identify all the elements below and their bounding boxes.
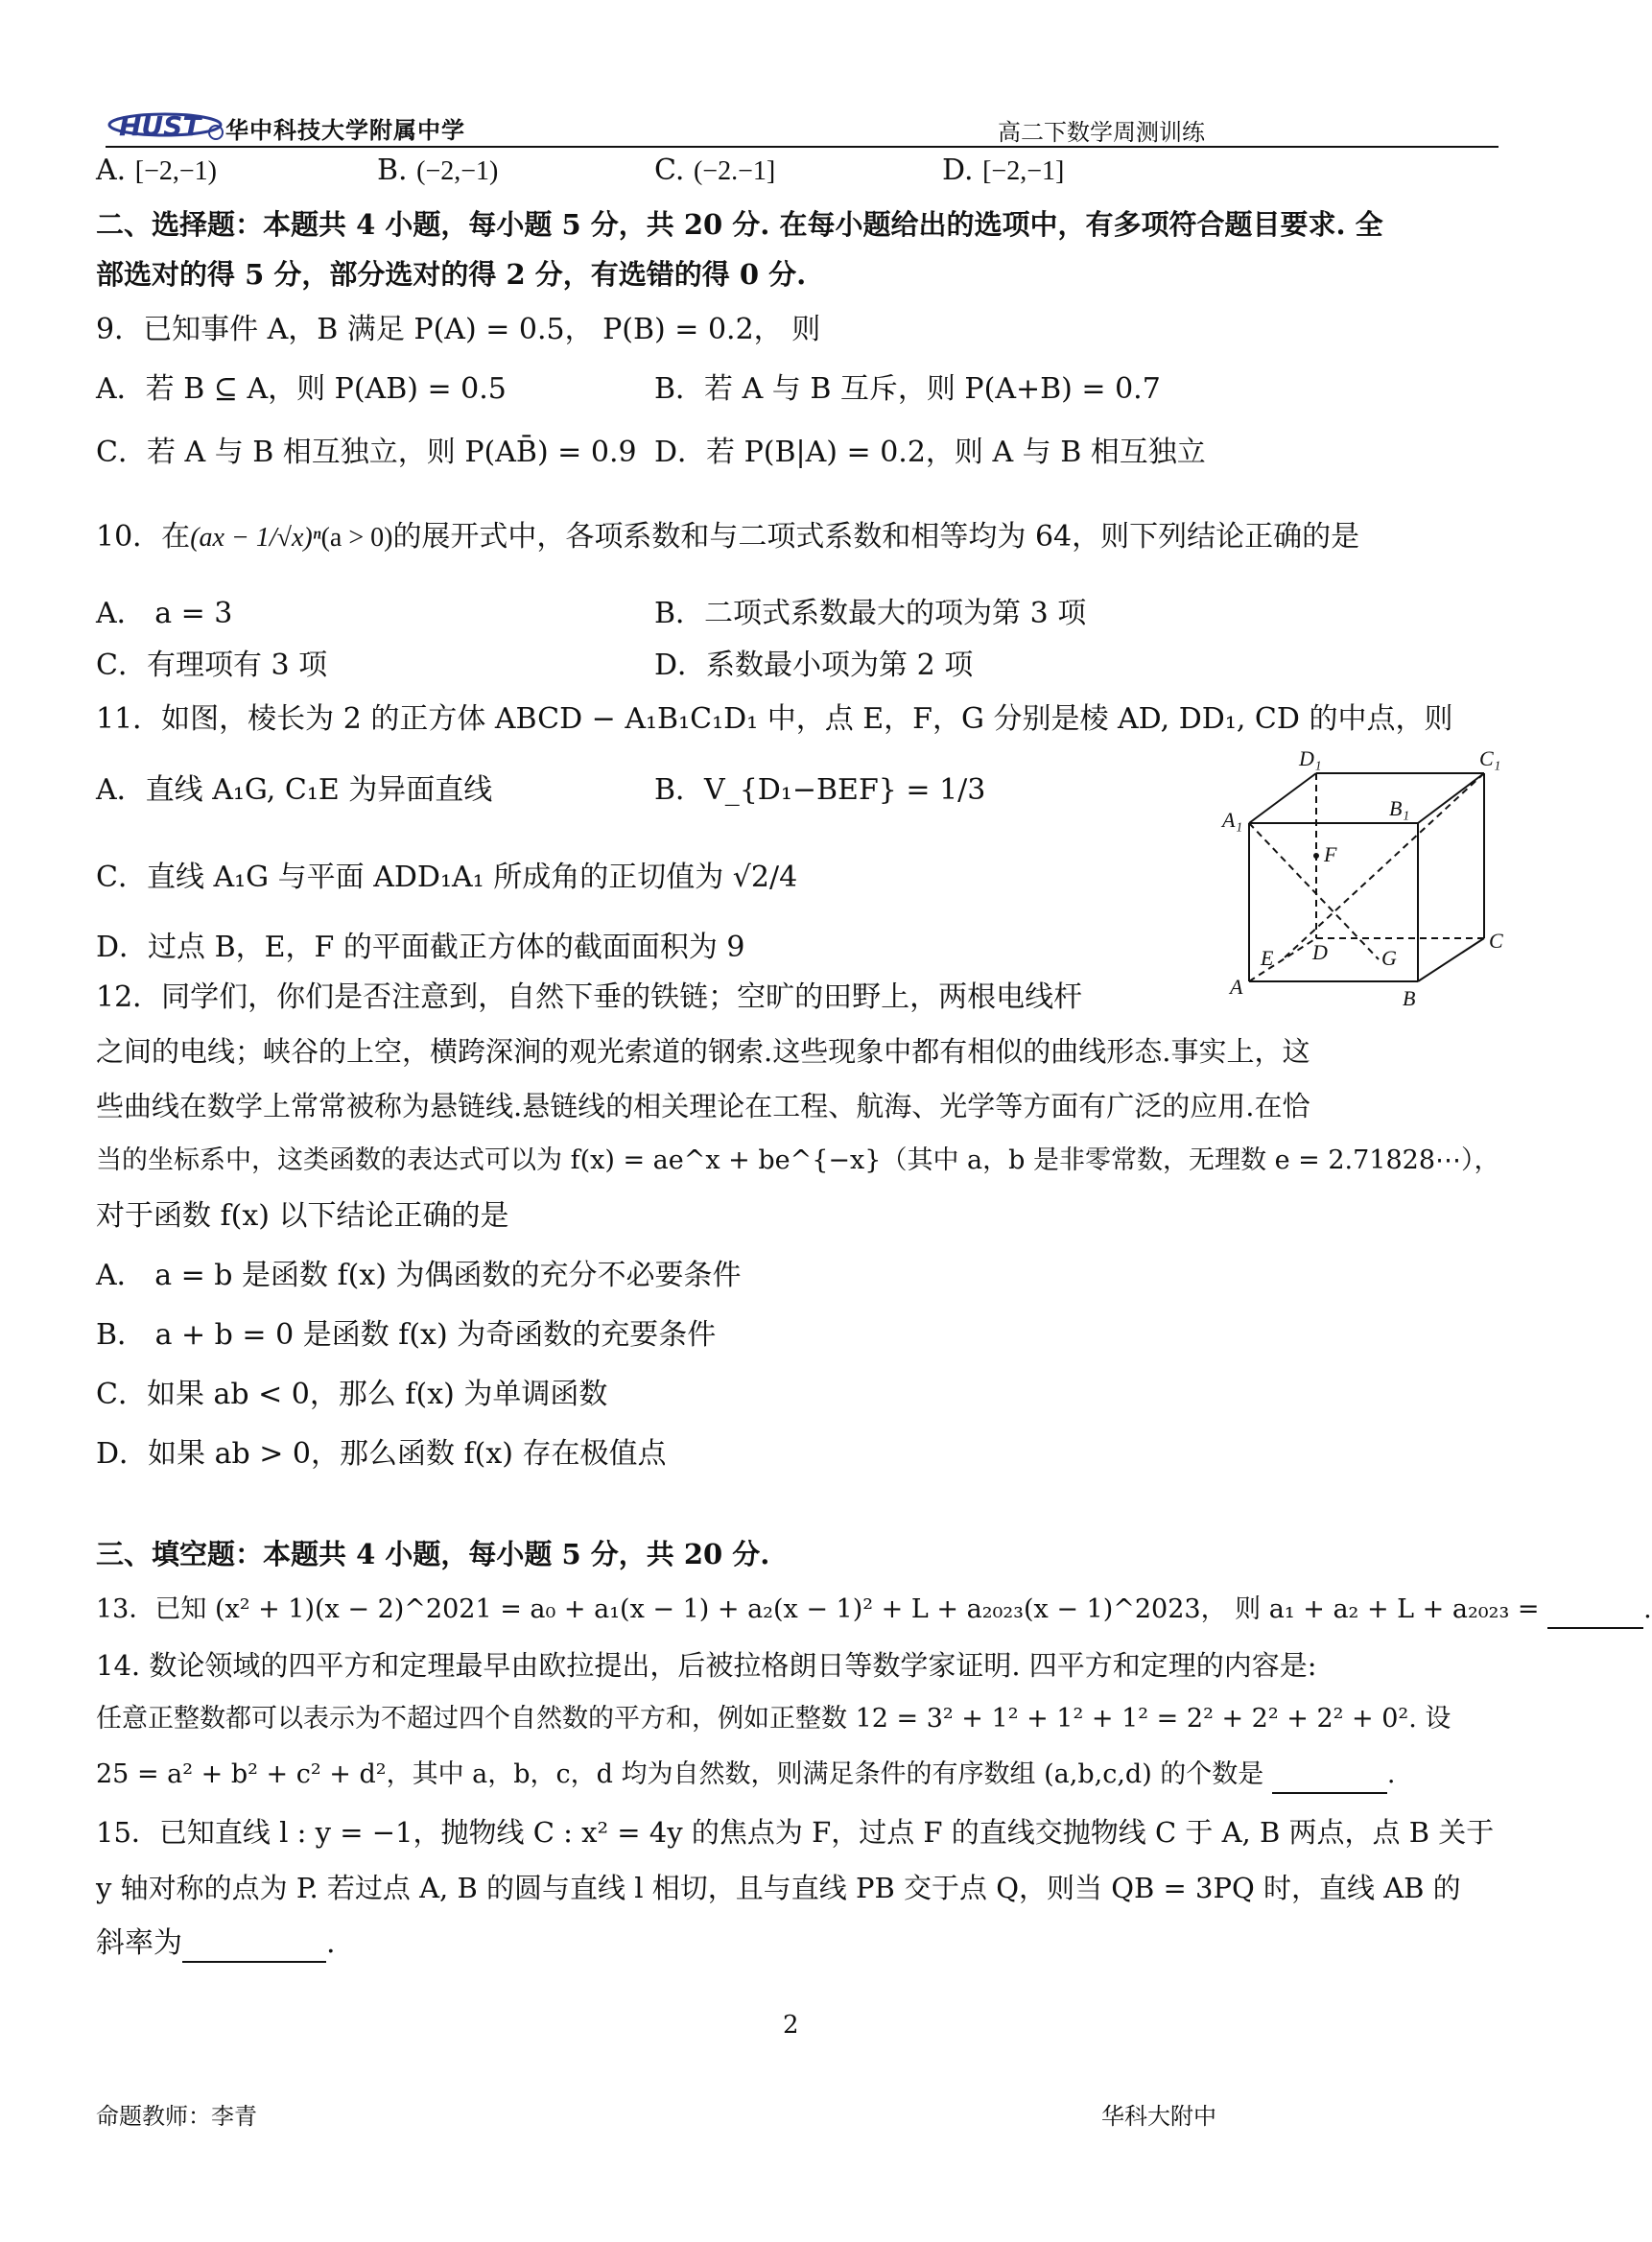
q10-num: 10．在 [96,520,191,554]
cube-diagram [1211,746,1508,1017]
q15-line1: 15．已知直线 l : y = −1，抛物线 C : x² = 4y 的焦点为 F，过点 F 的直线交抛物线 C 于 A, B 两点，点 B 关于 [96,1816,1495,1849]
q12-line4: 当的坐标系中，这类函数的表达式可以为 f(x) = ae^x + be^{−x}（其中 a，b 是非零常数，无理数 e = 2.71828⋯）， [96,1145,1500,1175]
page-number: 2 [783,2011,799,2040]
q8-option-b: B. (−2,−1) [377,153,499,187]
q14-line1: 14. 数论领域的四平方和定理最早由欧拉提出，后被拉格朗日等数学家证明. 四平方和定理的内容是: [96,1649,1317,1682]
cube-label-c: C [1489,929,1503,953]
q12-line5: 对于函数 f(x) 以下结论正确的是 [96,1199,509,1233]
q9-option-b: B．若 A 与 B 互斥，则 P(A+B) = 0.7 [654,372,1161,406]
q9-option-c: C．若 A 与 B 相互独立，则 P(AB̄) = 0.9 [96,436,637,469]
q14-line3: 25 = a² + b² + c² + d²，其中 a，b，c，d 均为自然数，则满足条件的有序数组 (a,b,c,d) 的个数是 . [96,1756,1396,1794]
school-logo [106,106,225,146]
school-logo-text: HUST [119,110,201,142]
q10-option-a: A． a = 3 [96,597,233,630]
footer-school: 华科大附中 [1101,2103,1216,2130]
q8-option-a: A. [−2,−1) [96,153,217,187]
q10-condition: (a > 0) [320,523,393,553]
q14-line2: 任意正整数都可以表示为不超过四个自然数的平方和，例如正整数 12 = 3² + 1² + 1² + 1² = 2² + 2² + 2² + 0². 设 [96,1704,1451,1734]
q14-line3-text: 25 = a² + b² + c² + d²，其中 a，b，c，d 均为自然数，则满足条件的有序数组 (a,b,c,d) 的个数是 [96,1759,1264,1789]
q12-option-a: A． a = b 是函数 f(x) 为偶函数的充分不必要条件 [96,1259,742,1292]
q11-option-d: D．过点 B，E，F 的平面截正方体的截面面积为 9 [96,931,745,964]
q12-line2: 之间的电线；峡谷的上空，横跨深涧的观光索道的钢索.这些现象中都有相似的曲线形态.事实上，这 [96,1035,1310,1068]
q15-line2: y 轴对称的点为 P. 若过点 A, B 的圆与直线 l 相切，且与直线 PB 交于点 Q，则当 QB = 3PQ 时，直线 AB 的 [96,1872,1461,1904]
cube-label-f: F [1324,842,1337,866]
q12-option-d: D．如果 ab > 0，那么函数 f(x) 存在极值点 [96,1437,667,1471]
section3-heading: 三、填空题：本题共 4 小题，每小题 5 分，共 20 分. [96,1538,770,1570]
q10-stem [96,518,1359,557]
q15-line3: 斜率为 . [96,1924,336,1963]
q10-option-d: D．系数最小项为第 2 项 [654,649,974,682]
section2-heading-line2: 部选对的得 5 分，部分选对的得 2 分，有选错的得 0 分. [96,258,807,291]
cube-label-c1: C₁ [1479,746,1501,770]
q11-option-c: C．直线 A₁G 与平面 ADD₁A₁ 所成角的正切值为 √2/4 [96,861,798,894]
q12-option-c: C．如果 ab < 0，那么 f(x) 为单调函数 [96,1378,608,1411]
course-title: 高二下数学周测训练 [998,119,1205,146]
cube-label-b: B [1403,986,1416,1010]
cube-label-a: A [1230,975,1243,999]
q10-expression: (ax − 1/√x)ⁿ [190,523,321,553]
q9-stem: 9．已知事件 A，B 满足 P(A) = 0.5， P(B) = 0.2， 则 [96,313,821,346]
header [106,104,1499,152]
footer-teacher: 命题教师：李青 [96,2103,257,2130]
cube-label-b1: B₁ [1389,796,1410,820]
school-name: 华中科技大学附属中学 [225,117,465,144]
cube-label-e: E [1261,946,1274,970]
q10-option-c: C．有理项有 3 项 [96,649,328,682]
q12-line3: 些曲线在数学上常常被称为悬链线.悬链线的相关理论在工程、航海、光学等方面有广泛的应用.在恰 [96,1090,1310,1122]
q10-option-b: B．二项式系数最大的项为第 3 项 [654,597,1087,630]
q9-option-a: A．若 B ⊆ A，则 P(AB) = 0.5 [96,372,507,406]
cube-label-a1: A₁ [1222,808,1243,832]
q8-option-d: D. [−2,−1] [942,153,1065,187]
q11-option-b: B．V_{D₁−BEF} = 1/3 [654,773,986,807]
q13-text: 13．已知 (x² + 1)(x − 2)^2021 = a₀ + a₁(x − 1) + a₂(x − 1)² + L + a₂₀₂₃(x − 1)^2023， 则 a₁ + a₂ + L + a₂₀₂₃ = [96,1594,1540,1624]
q11-option-a: A．直线 A₁G, C₁E 为异面直线 [96,773,493,807]
q15-line3-text: 斜率为 [96,1926,182,1960]
q13: 13．已知 (x² + 1)(x − 2)^2021 = a₀ + a₁(x − 1) + a₂(x − 1)² + L + a₂₀₂₃(x − 1)^2023， 则 a₁ + a₂ + L + a₂₀₂₃ = . [96,1591,1652,1629]
header-rule [106,146,1499,148]
cube-label-d: D [1312,940,1328,964]
q13-answer-blank[interactable] [1547,1598,1643,1629]
q11-stem: 11．如图，棱长为 2 的正方体 ABCD − A₁B₁C₁D₁ 中，点 E，F，G 分别是棱 AD, DD₁, CD 的中点，则 [96,702,1453,736]
cube-label-d1: D₁ [1299,746,1322,770]
cube-label-g: G [1381,946,1397,970]
q8-option-c: C. (−2.−1] [654,153,776,187]
q12-line1: 12．同学们，你们是否注意到，自然下垂的铁链；空旷的田野上，两根电线杆 [96,980,1083,1014]
q14-answer-blank[interactable] [1272,1763,1387,1794]
q15-answer-blank[interactable] [182,1932,326,1963]
q9-option-d: D．若 P(B|A) = 0.2，则 A 与 B 相互独立 [654,436,1206,469]
section2-heading-line1: 二、选择题：本题共 4 小题，每小题 5 分，共 20 分. 在每小题给出的选项中，有多项符合题目要求. 全 [96,208,1383,241]
q12-option-b: B． a + b = 0 是函数 f(x) 为奇函数的充要条件 [96,1318,717,1352]
q10-rest: 的展开式中，各项系数和与二项式系数和相等均为 64，则下列结论正确的是 [392,520,1360,554]
